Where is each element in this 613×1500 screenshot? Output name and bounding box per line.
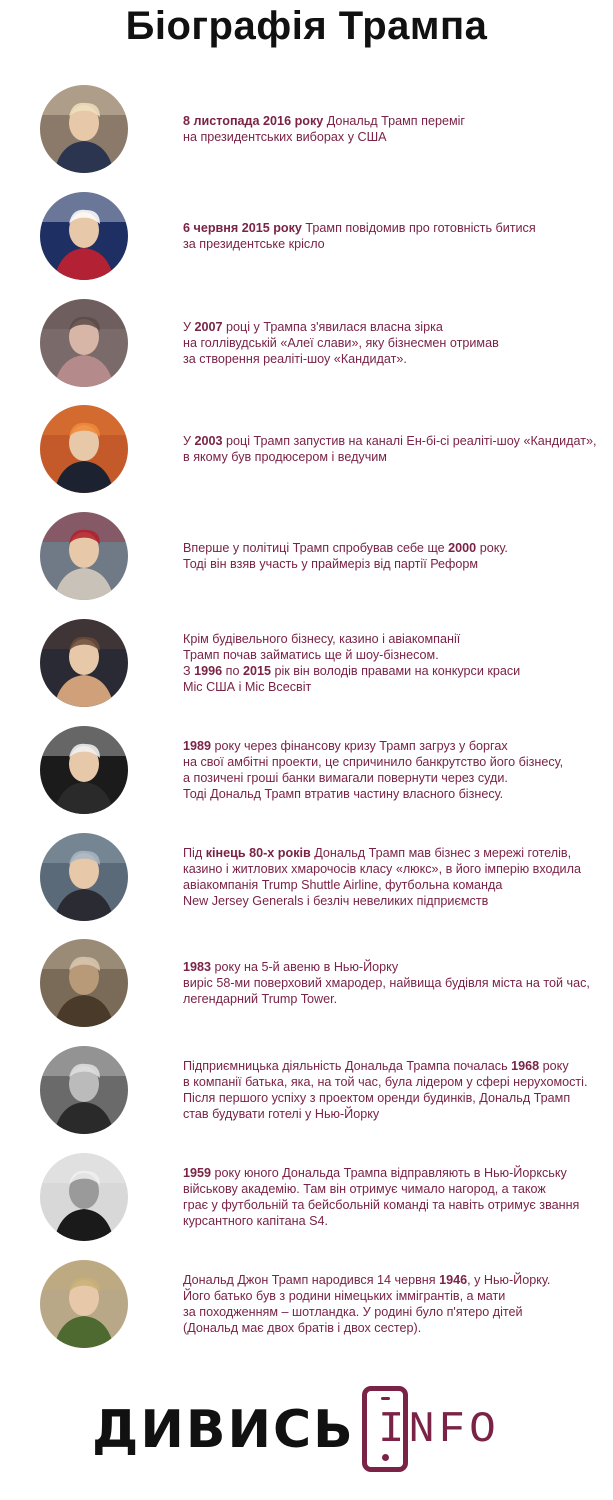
- body-text: Трамп почав займатись ще й шоу-бізнесом.: [183, 648, 439, 662]
- entry-line: [183, 975, 607, 991]
- entry-line: [183, 556, 607, 572]
- entry-line: [183, 1181, 607, 1197]
- entry-line: [183, 845, 607, 861]
- timeline-entry: [0, 1046, 613, 1146]
- entry-text: [183, 619, 607, 707]
- highlight-text: 1989: [183, 738, 212, 753]
- entry-text: [183, 192, 607, 280]
- site-logo: [92, 1386, 532, 1476]
- body-text: в якому був продюсером і ведучим: [183, 450, 387, 465]
- entry-line: [183, 738, 607, 754]
- entry-line: [183, 631, 607, 647]
- body-text: легендарний Trump Tower.: [183, 992, 338, 1007]
- timeline-entry: [0, 726, 613, 826]
- trump-tower-photo: [40, 939, 128, 1027]
- entry-line: [183, 663, 607, 679]
- trump-child-photo: [40, 1260, 128, 1348]
- body-text: року через фінансову кризу Трамп загруз у боргах: [211, 738, 508, 753]
- timeline-entry: [0, 939, 613, 1039]
- page-title: Біографія Трампа: [125, 4, 488, 48]
- body-text: Тоді Дональд Трамп втратив частину власного бізнесу.: [183, 786, 504, 801]
- body-text: рік він володів правами на конкурси краси: [271, 664, 521, 678]
- entry-line: [183, 1058, 607, 1074]
- entry-text: [183, 1046, 607, 1134]
- body-text: З: [183, 664, 195, 678]
- body-text: виріс 58-ми поверховий хмародер, найвища будівля міста на той час,: [183, 976, 590, 991]
- highlight-text: кінець 80-х років: [205, 845, 311, 860]
- entry-line: [183, 647, 607, 663]
- highlight-text: 1983: [183, 960, 212, 975]
- body-text: Трамп повідомив про готовність битися: [301, 220, 536, 235]
- timeline-entry: [0, 1153, 613, 1253]
- entry-line: [183, 786, 607, 802]
- highlight-text: 2000: [448, 541, 477, 556]
- body-text: за походженням – шотландка. У родині було п'ятеро дітей: [183, 1304, 523, 1319]
- trump-1989-bowtie-photo: [40, 726, 128, 814]
- young-trump-academy-photo: [40, 1153, 128, 1241]
- highlight-text: 1996: [194, 664, 223, 678]
- body-text: авіакомпанія Trump Shuttle Airline, футбольна команда: [183, 877, 503, 892]
- entry-text: [183, 85, 607, 173]
- entry-text: [183, 512, 607, 600]
- entry-line: [183, 877, 607, 893]
- body-text: військову академію. Там він отримує чимало нагород, а також: [183, 1182, 546, 1196]
- body-text: Під: [183, 845, 206, 860]
- entry-text: [183, 1153, 607, 1241]
- entry-line: [183, 319, 607, 335]
- trump-2000-poster-photo: [40, 512, 128, 600]
- body-text: Підприємницька діяльність Дональда Трампа почалась: [183, 1059, 512, 1074]
- entry-line: [183, 1074, 607, 1090]
- body-text: а позичені гроші банки вимагали повернути через суди.: [183, 770, 508, 785]
- timeline-entry: [0, 619, 613, 719]
- body-text: по: [222, 664, 243, 678]
- body-text: У: [183, 319, 195, 334]
- body-text: на свої амбітні проекти, це спричинило банкрутство його бізнесу,: [183, 754, 564, 769]
- body-text: Дональд Трамп мав бізнес з мережі готелів,: [310, 845, 572, 860]
- trump-election-2016-photo: [40, 85, 128, 173]
- body-text: в компанії батька, яка, на той час, була лідером у сфері нерухомості.: [183, 1075, 588, 1090]
- entry-line: [183, 1213, 607, 1229]
- entry-line: [183, 1090, 607, 1106]
- highlight-text: 2003: [194, 434, 223, 449]
- highlight-text: 2007: [194, 319, 223, 334]
- body-text: став будувати готелі у Нью-Йорку: [183, 1107, 380, 1122]
- entry-line: [183, 449, 607, 465]
- timeline-entry: [0, 192, 613, 292]
- entry-line: [183, 991, 607, 1007]
- body-text: Вперше у політиці Трамп спробував себе ще: [183, 541, 449, 556]
- entry-line: [183, 770, 607, 786]
- body-text: Крім будівельного бізнесу, казино і авіакомпанії: [183, 632, 461, 646]
- highlight-text: 1946: [439, 1272, 468, 1287]
- body-text: курсантного капітана S4.: [183, 1214, 329, 1228]
- trump-miss-universe-photo: [40, 619, 128, 707]
- entry-line: [183, 1106, 607, 1122]
- body-text: Міс США і Міс Всесвіт: [183, 680, 312, 694]
- logo-text-info: INFO: [378, 1405, 500, 1455]
- entry-line: [183, 335, 607, 351]
- body-text: Його батько був з родини німецьких іммігрантів, а мати: [183, 1288, 506, 1303]
- body-text: на голлівудській «Алеї слави», яку бізнесмен отримав: [183, 335, 499, 350]
- timeline-entry: [0, 512, 613, 612]
- highlight-text: 6 червня 2015 року: [183, 220, 302, 235]
- body-text: за президентське крісло: [183, 236, 325, 251]
- trump-late-80s-photo: [40, 833, 128, 921]
- entry-line: [183, 433, 607, 449]
- entry-line: [183, 1320, 607, 1336]
- trump-father-bw-photo: [40, 1046, 128, 1134]
- entry-line: [183, 540, 607, 556]
- body-text: році Трамп запустив на каналі Ен-бі-сі реаліті-шоу «Кандидат»,: [222, 434, 597, 449]
- entry-line: [183, 1304, 607, 1320]
- body-text: року юного Дональда Трампа відправляють в Нью-Йоркську: [211, 1166, 567, 1180]
- entry-line: [183, 1288, 607, 1304]
- body-text: року на 5-й авеню в Нью-Йорку: [211, 960, 399, 975]
- highlight-text: 1959: [183, 1166, 212, 1180]
- body-text: (Дональд має двох братів і двох сестер).: [183, 1320, 422, 1335]
- body-text: року.: [476, 541, 508, 556]
- entry-line: [183, 1165, 607, 1181]
- walk-of-fame-star-photo: [40, 299, 128, 387]
- body-text: казино і житлових хмарочосів класу «люкс», в його імперію входила: [183, 861, 581, 876]
- body-text: Після першого успіху з проектом оренди будинків, Дональд Трамп: [183, 1091, 571, 1106]
- entry-line: [183, 959, 607, 975]
- entry-line: [183, 861, 607, 877]
- timeline-entry: [0, 1260, 613, 1360]
- entry-line: [183, 1272, 607, 1288]
- entry-line: [183, 679, 607, 695]
- timeline-entry: [0, 833, 613, 933]
- entry-text: [183, 833, 607, 921]
- body-text: Дональд Джон Трамп народився 14 червня: [183, 1272, 440, 1287]
- entry-text: [183, 726, 607, 814]
- entry-line: [183, 351, 607, 367]
- body-text: на президентських виборах у США: [183, 130, 387, 144]
- timeline-entry: [0, 405, 613, 505]
- highlight-text: 2015: [242, 664, 271, 678]
- body-text: за створення реаліті-шоу «Кандидат».: [183, 351, 407, 366]
- body-text: року: [539, 1059, 569, 1074]
- timeline-entry: [0, 85, 613, 185]
- trump-waving-flags-photo: [40, 192, 128, 280]
- entry-text: [183, 299, 607, 387]
- highlight-text: 1968: [511, 1059, 540, 1074]
- logo-text-dyvys: ДИВИСЬ: [92, 1400, 355, 1460]
- entry-text: [183, 939, 607, 1027]
- timeline-entry: [0, 299, 613, 399]
- entry-text: [183, 1260, 607, 1348]
- entry-line: [183, 236, 607, 252]
- body-text: New Jersey Generals і безліч невеликих підприємств: [183, 893, 489, 908]
- entry-line: [183, 113, 607, 129]
- body-text: , у Нью-Йорку.: [467, 1272, 551, 1287]
- body-text: У: [183, 434, 195, 449]
- highlight-text: 8 листопада 2016 року: [183, 114, 324, 128]
- entry-line: [183, 220, 607, 236]
- body-text: Дональд Трамп переміг: [323, 114, 466, 128]
- entry-line: [183, 893, 607, 909]
- body-text: грає у футбольній та бейсбольній команді та навіть отримує звання: [183, 1198, 580, 1212]
- entry-line: [183, 1197, 607, 1213]
- body-text: році у Трампа з'явилася власна зірка: [222, 319, 443, 334]
- entry-line: [183, 754, 607, 770]
- entry-text: [183, 405, 607, 493]
- entry-line: [183, 129, 607, 145]
- body-text: Тоді він взяв участь у праймеріз від партії Реформ: [183, 557, 479, 572]
- trump-apprentice-photo: [40, 405, 128, 493]
